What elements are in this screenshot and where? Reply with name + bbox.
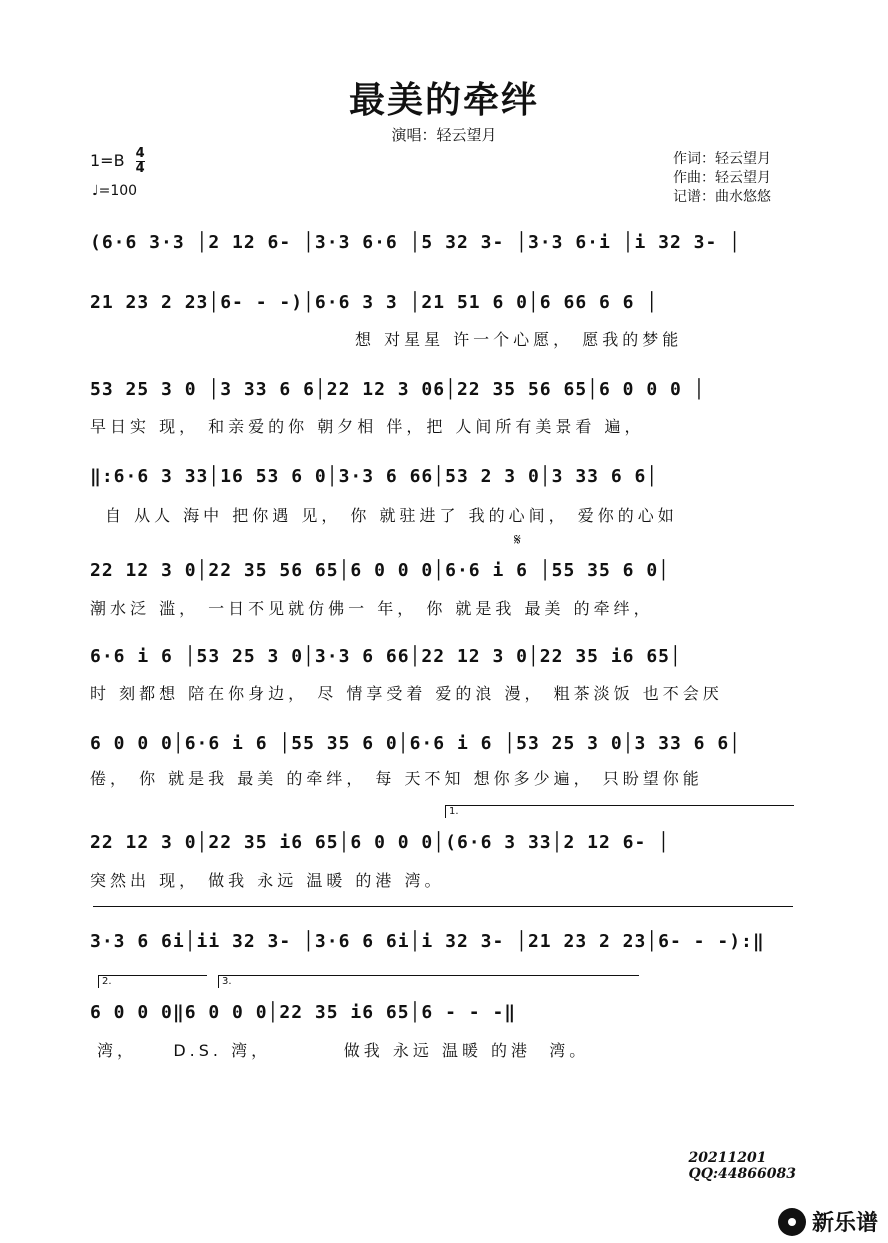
lyrics-line: 早日实 现， 和亲爱的你 朝夕相 伴，把 人间所有美景看 遍，	[90, 417, 645, 436]
score-row-8	[90, 828, 798, 858]
lyrics-line: 时 刻都想 陪在你身边， 尽 情享受着 爱的浪 漫， 粗茶淡饭 也不会厌	[90, 684, 723, 703]
score-row-6	[90, 642, 798, 672]
time-sig-top: 4	[135, 146, 145, 161]
notes-line: 21 23 2 23│6- - -)│6·6 3 3 │21 51 6 0│6 66 6 6 │	[90, 292, 659, 313]
lyrics-line: 湾， D.S. 湾， 做我 永远 温暖 的港 湾。	[97, 1041, 590, 1060]
lyrics-line: 自 从人 海中 把你遇 见， 你 就驻进了 我的心间， 爱你的心如	[105, 506, 678, 525]
volta-3-label: 3.	[222, 976, 232, 987]
record-icon	[778, 1208, 806, 1236]
volta-3-bracket	[218, 975, 639, 988]
lyrics-line: 突然出 现， 做我 永远 温暖 的港 湾。	[90, 871, 445, 890]
score-row-3	[90, 375, 798, 405]
volta-2-bracket	[98, 975, 207, 988]
singer-credit: 演唱：轻云望月	[391, 126, 497, 144]
transcriber-credit: 记谱：曲水悠悠	[673, 189, 771, 205]
lyrics-line: 想 对星星 许一个心愿， 愿我的梦能	[355, 330, 683, 349]
song-title: 最美的牵绊	[348, 79, 539, 121]
score-row-10	[90, 998, 648, 1028]
qq-contact: QQ:44866083	[688, 1166, 796, 1182]
composer-credit: 作曲：轻云望月	[673, 170, 771, 186]
lyrics-line: 倦， 你 就是我 最美 的牵绊， 每 天不知 想你多少遍， 只盼望你能	[90, 769, 703, 788]
site-logo	[778, 1206, 878, 1237]
notes-line: 6 0 0 0‖6 0 0 0│22 35 i6 65│6 - - -‖	[90, 1002, 517, 1023]
notes-line: (6·6 3·3 │2 12 6- │3·3 6·6 │5 32 3- │3·3 6·i │i 32 3- │	[90, 232, 742, 253]
lyricist-credit: 作词：轻云望月	[673, 151, 771, 167]
volta-1-continuation	[93, 906, 793, 919]
score-row-1	[90, 228, 798, 258]
notes-line: 22 12 3 0│22 35 i6 65│6 0 0 0│(6·6 3 33│2 12 6- │	[90, 832, 671, 853]
notes-line: 6·6 i 6 │53 25 3 0│3·3 6 66│22 12 3 0│22 35 i6 65│	[90, 646, 682, 667]
score-row-4	[90, 462, 798, 492]
time-signature	[136, 147, 145, 176]
notes-line: 6 0 0 0│6·6 i 6 │55 35 6 0│6·6 i 6 │53 25 3 0│3 33 6 6│	[90, 733, 742, 754]
key-label: 1=B	[90, 151, 125, 170]
notes-line: 3·3 6 6i│ii 32 3- │3·6 6 6i│i 32 3- │21 23 2 23│6- - -):‖	[90, 931, 765, 952]
score-row-9	[90, 927, 798, 957]
logo-text: 新乐谱	[811, 1211, 878, 1236]
score-row-7	[90, 729, 798, 759]
key-signature	[90, 147, 145, 176]
date-stamp: 20211201	[688, 1150, 767, 1166]
tempo-marking: ♩=100	[92, 183, 138, 199]
lyrics-line: 潮水泛 滥， 一日不见就仿佛一 年， 你 就是我 最美 的牵绊，	[90, 599, 654, 618]
volta-1-bracket	[445, 805, 794, 818]
score-row-5	[90, 556, 798, 586]
notes-line: 53 25 3 0 │3 33 6 6│22 12 3 06│22 35 56 65│6 0 0 0 │	[90, 379, 706, 400]
notes-line: 22 12 3 0│22 35 56 65│6 0 0 0│6·6 i 6 │55 35 6 0│	[90, 560, 671, 581]
volta-1-label: 1.	[449, 806, 459, 817]
footer-info	[689, 1150, 797, 1182]
notes-line: ‖:6·6 3 33│16 53 6 0│3·3 6 66│53 2 3 0│3 33 6 6│	[90, 466, 659, 487]
score-row-2	[90, 288, 798, 318]
segno-sign: 𝄋	[514, 530, 521, 549]
volta-2-label: 2.	[102, 976, 112, 987]
time-sig-bottom: 4	[135, 161, 145, 176]
credits-block	[673, 150, 771, 207]
